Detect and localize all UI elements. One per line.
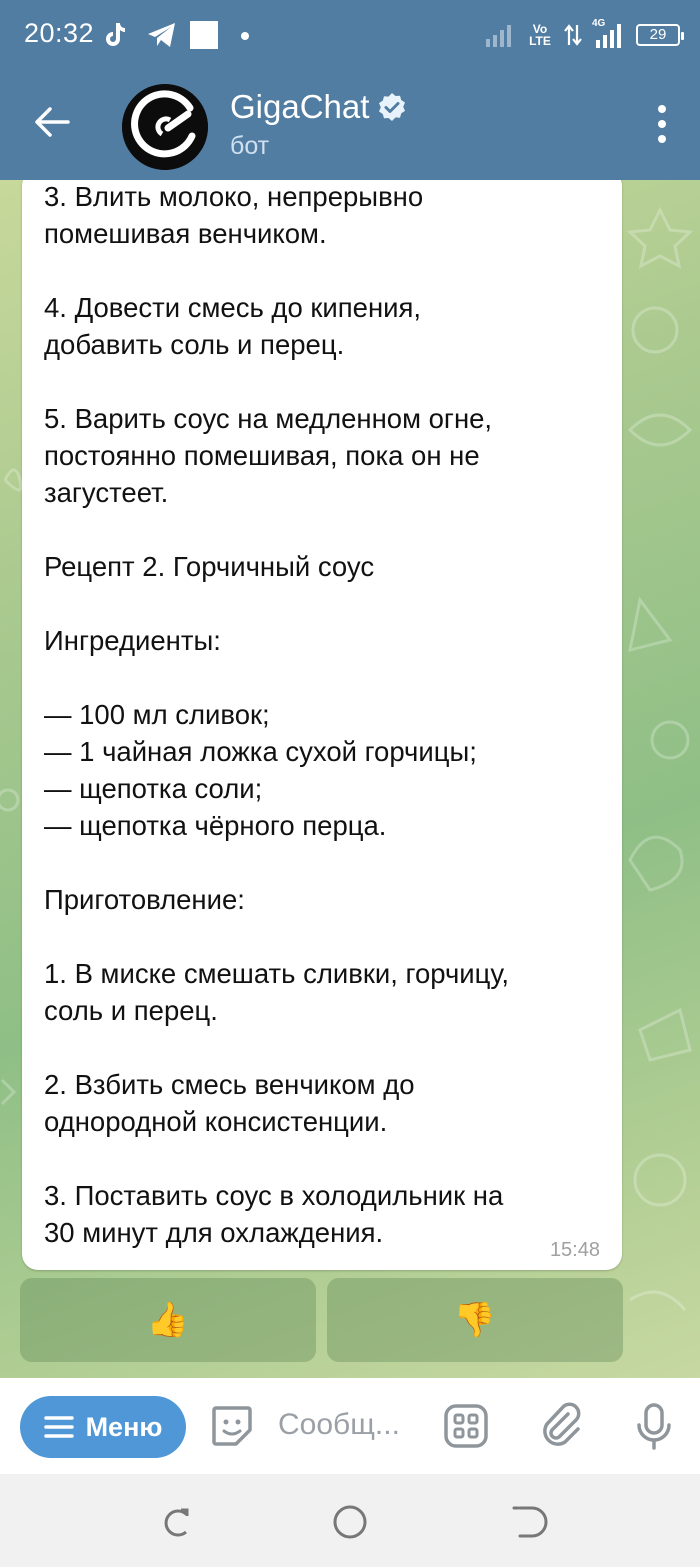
data-arrows-icon xyxy=(564,23,582,47)
more-options-icon[interactable] xyxy=(654,104,670,144)
notification-square-icon xyxy=(190,21,218,49)
telegram-icon xyxy=(146,20,178,50)
back-arrow-icon[interactable] xyxy=(32,102,72,142)
status-time: 20:32 xyxy=(24,18,95,48)
chat-title[interactable] xyxy=(230,88,407,126)
chat-subtitle: бот xyxy=(230,132,270,160)
menu-button[interactable] xyxy=(20,1396,186,1458)
input-bar xyxy=(0,1378,700,1474)
microphone-icon[interactable] xyxy=(630,1402,678,1450)
chat-area[interactable] xyxy=(0,180,700,1378)
top-bar xyxy=(0,0,700,180)
back-nav-icon[interactable] xyxy=(508,1502,548,1542)
message-time: 15:48 xyxy=(549,1239,600,1261)
message-input[interactable]: Сообщ... xyxy=(278,1408,400,1441)
more-notifications-dot-icon xyxy=(241,32,249,40)
thumbs-up-button[interactable] xyxy=(20,1278,316,1362)
message-text: 3. Влить молоко, непрерывно помешивая венчиком. 4. Довести смесь до кипения, добавить соль и перец. 5. Варить соус на медленном огне, постоянно помешивая, пока он не загустеет. Рецепт 2. Горчичный соус Ингредиенты: — 100 мл сливок; — 1 чайная ложка сухой горчицы; — щепотка соли; — щепотка чёрного перца. Приготовление: 1. В миске смешать сливки, горчицу, соль и перец. 2. Взбить смесь венчиком до однородной консистенции. 3. Поставить соус в холодильник на 30 минут для охлаждения. xyxy=(44,181,510,1248)
signal-icon-2: 4G xyxy=(592,22,626,48)
verified-badge-icon xyxy=(377,92,407,122)
gigachat-logo-icon xyxy=(122,84,208,170)
chat-header xyxy=(0,72,700,180)
tiktok-icon xyxy=(100,20,130,50)
signal-icon-1 xyxy=(486,23,516,47)
recent-apps-icon[interactable] xyxy=(156,1502,196,1542)
battery-level: 29 xyxy=(649,26,667,43)
volte-label: Vo LTE xyxy=(529,22,551,48)
attach-icon[interactable] xyxy=(538,1402,586,1450)
sticker-icon[interactable] xyxy=(208,1402,256,1450)
status-right xyxy=(486,18,680,52)
thumbs-down-button[interactable] xyxy=(327,1278,623,1362)
home-icon[interactable] xyxy=(330,1502,370,1542)
menu-lines-icon xyxy=(44,1415,74,1439)
system-nav-bar xyxy=(0,1474,700,1567)
chat-title-text: GigaChat xyxy=(230,88,370,125)
menu-button-label: Меню xyxy=(85,1411,163,1442)
avatar[interactable] xyxy=(122,84,208,170)
thumbs-up-icon: 👍 xyxy=(146,1301,190,1339)
thumbs-down-icon: 👎 xyxy=(453,1301,497,1339)
battery-icon xyxy=(636,24,680,46)
message-bubble[interactable] xyxy=(22,180,622,1270)
status-bar xyxy=(0,0,700,72)
bot-commands-icon[interactable] xyxy=(442,1402,490,1450)
